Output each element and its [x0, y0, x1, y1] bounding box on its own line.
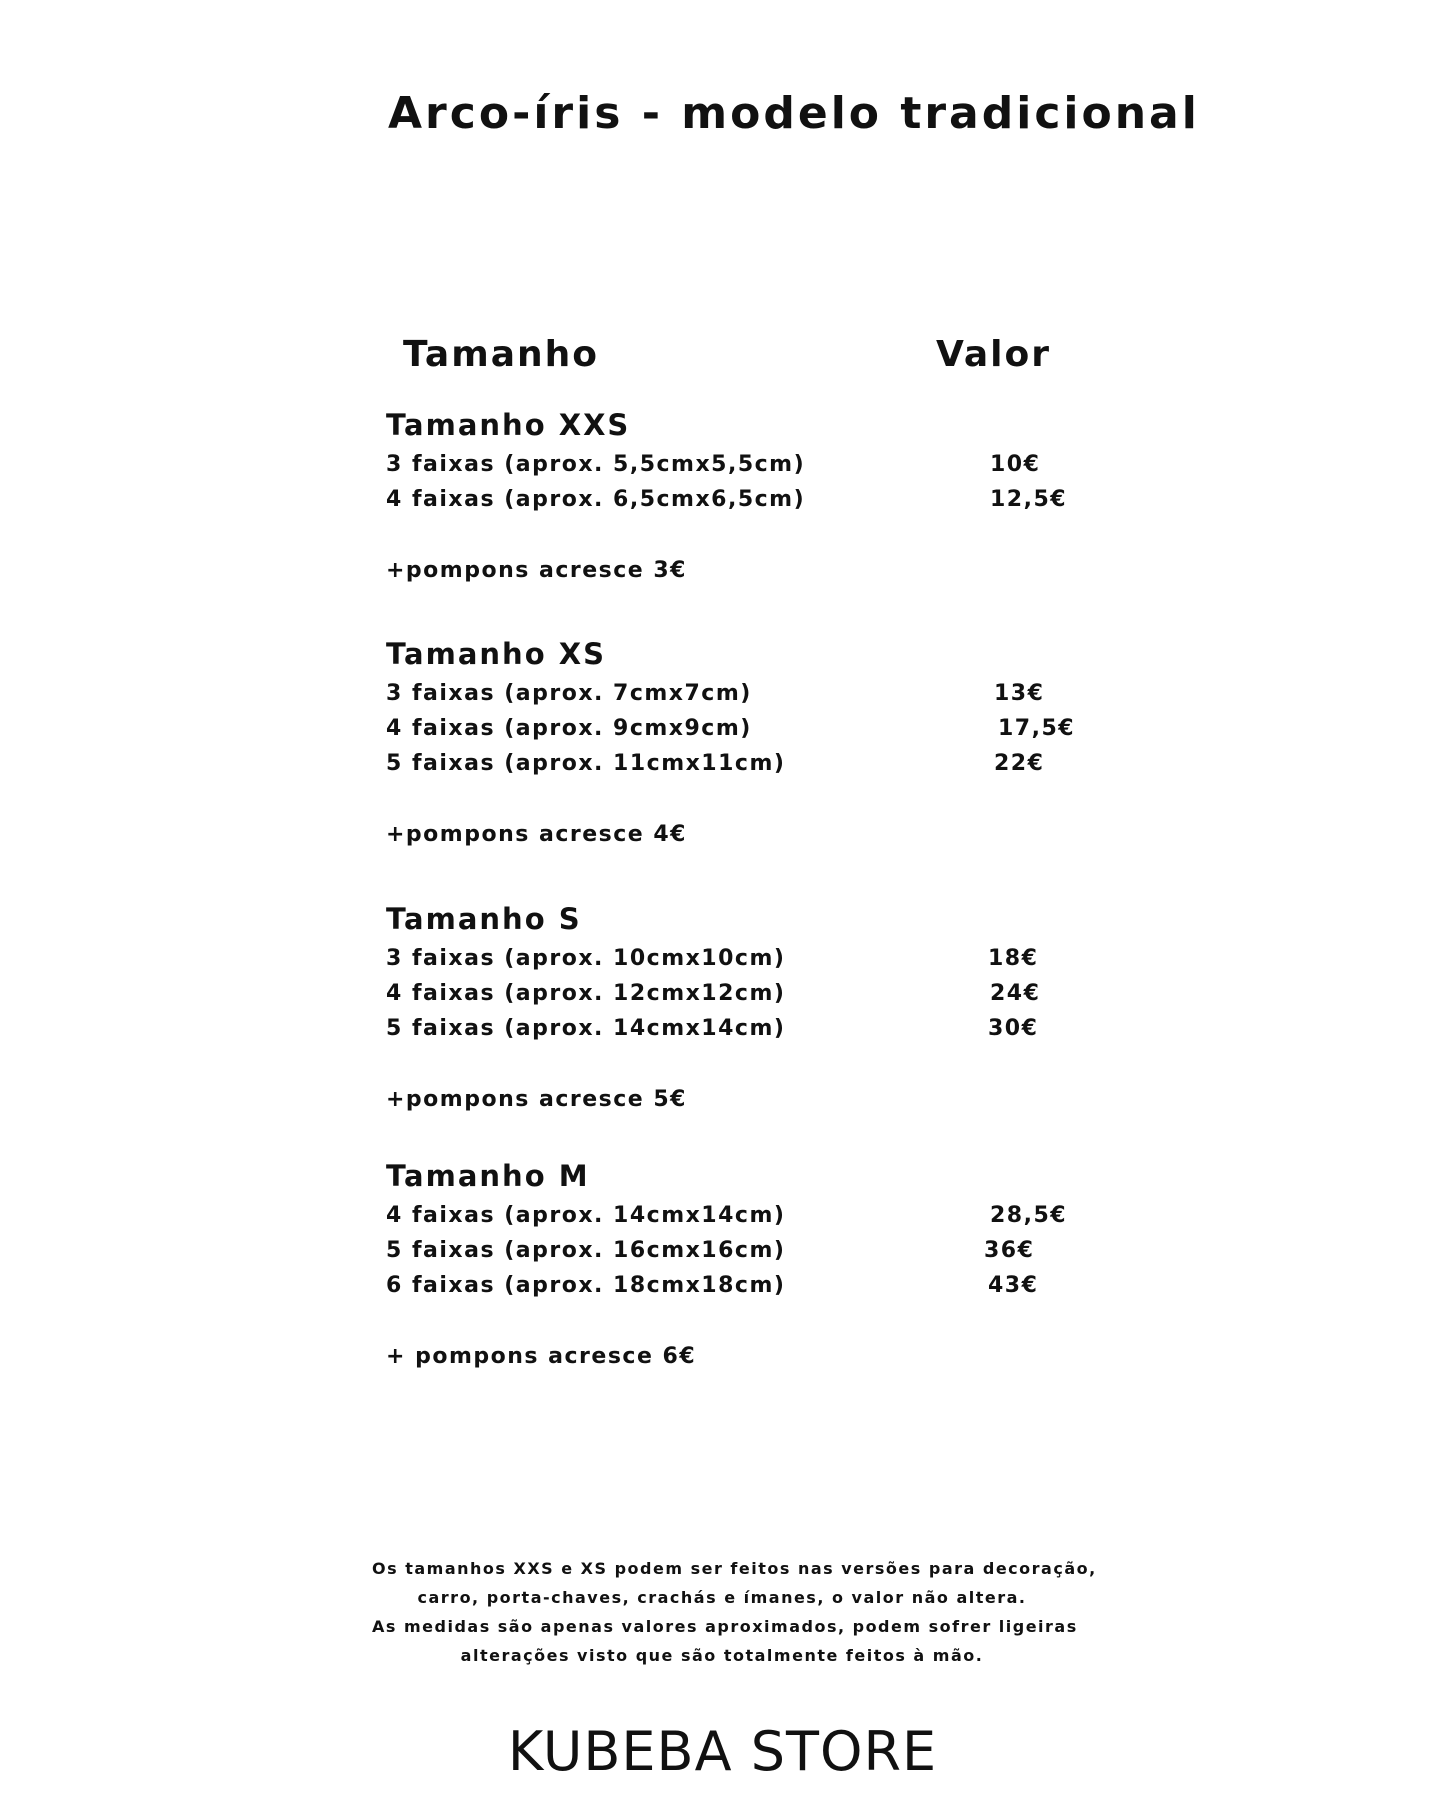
row-label: 5 faixas (aprox. 11cmx11cm) [386, 751, 786, 776]
row-price: 36€ [984, 1238, 1035, 1263]
price-row [386, 1011, 1086, 1046]
note-line: Os tamanhos XXS e XS podem ser feitos nas versões para decoração, [372, 1559, 1097, 1578]
row-price: 22€ [994, 751, 1045, 776]
pompons-extra: +pompons acresce 5€ [386, 1087, 687, 1112]
row-label: 4 faixas (aprox. 6,5cmx6,5cm) [386, 487, 806, 512]
price-row [386, 1268, 1086, 1303]
row-price: 10€ [990, 452, 1041, 477]
row-price: 13€ [994, 681, 1045, 706]
footer-note [372, 1554, 1097, 1670]
row-price: 28,5€ [990, 1203, 1068, 1228]
price-row [386, 711, 1086, 746]
section-title: Tamanho XXS [386, 408, 631, 442]
price-row [386, 1198, 1086, 1233]
price-row [386, 746, 1086, 781]
row-label: 4 faixas (aprox. 12cmx12cm) [386, 981, 786, 1006]
pompons-extra: +pompons acresce 3€ [386, 558, 687, 583]
price-row [386, 482, 1086, 517]
pompons-extra: +pompons acresce 4€ [386, 822, 687, 847]
section-xs [386, 632, 1086, 852]
row-price: 24€ [990, 981, 1041, 1006]
row-price: 17,5€ [998, 716, 1076, 741]
row-label: 3 faixas (aprox. 10cmx10cm) [386, 946, 786, 971]
note-line: alterações visto que são totalmente feitos à mão. [460, 1646, 984, 1665]
value-column-header: Valor [936, 334, 1052, 375]
row-price: 43€ [988, 1273, 1039, 1298]
note-line: As medidas são apenas valores aproximados, podem sofrer ligeiras [372, 1617, 1078, 1636]
pompons-extra: + pompons acresce 6€ [386, 1344, 697, 1369]
row-label: 4 faixas (aprox. 14cmx14cm) [386, 1203, 786, 1228]
brand-logo: KUBEBA STORE [507, 1720, 938, 1783]
section-m [386, 1154, 1086, 1374]
row-label: 3 faixas (aprox. 5,5cmx5,5cm) [386, 452, 806, 477]
section-title: Tamanho XS [386, 637, 606, 671]
section-title: Tamanho M [386, 1159, 590, 1193]
section-title: Tamanho S [386, 902, 582, 936]
price-row [386, 1233, 1086, 1268]
page-title: Arco-íris - modelo tradicional [388, 88, 1200, 139]
row-label: 6 faixas (aprox. 18cmx18cm) [386, 1273, 786, 1298]
note-line: carro, porta-chaves, crachás e ímanes, o valor não altera. [417, 1588, 1027, 1607]
row-price: 12,5€ [990, 487, 1068, 512]
row-price: 30€ [988, 1016, 1039, 1041]
section-s [386, 897, 1086, 1117]
price-row [386, 941, 1086, 976]
price-row [386, 976, 1086, 1011]
price-row [386, 676, 1086, 711]
row-label: 4 faixas (aprox. 9cmx9cm) [386, 716, 752, 741]
row-label: 3 faixas (aprox. 7cmx7cm) [386, 681, 752, 706]
row-label: 5 faixas (aprox. 14cmx14cm) [386, 1016, 786, 1041]
row-label: 5 faixas (aprox. 16cmx16cm) [386, 1238, 786, 1263]
section-xxs [386, 403, 1086, 588]
size-column-header: Tamanho [403, 334, 600, 375]
price-row [386, 447, 1086, 482]
row-price: 18€ [988, 946, 1039, 971]
